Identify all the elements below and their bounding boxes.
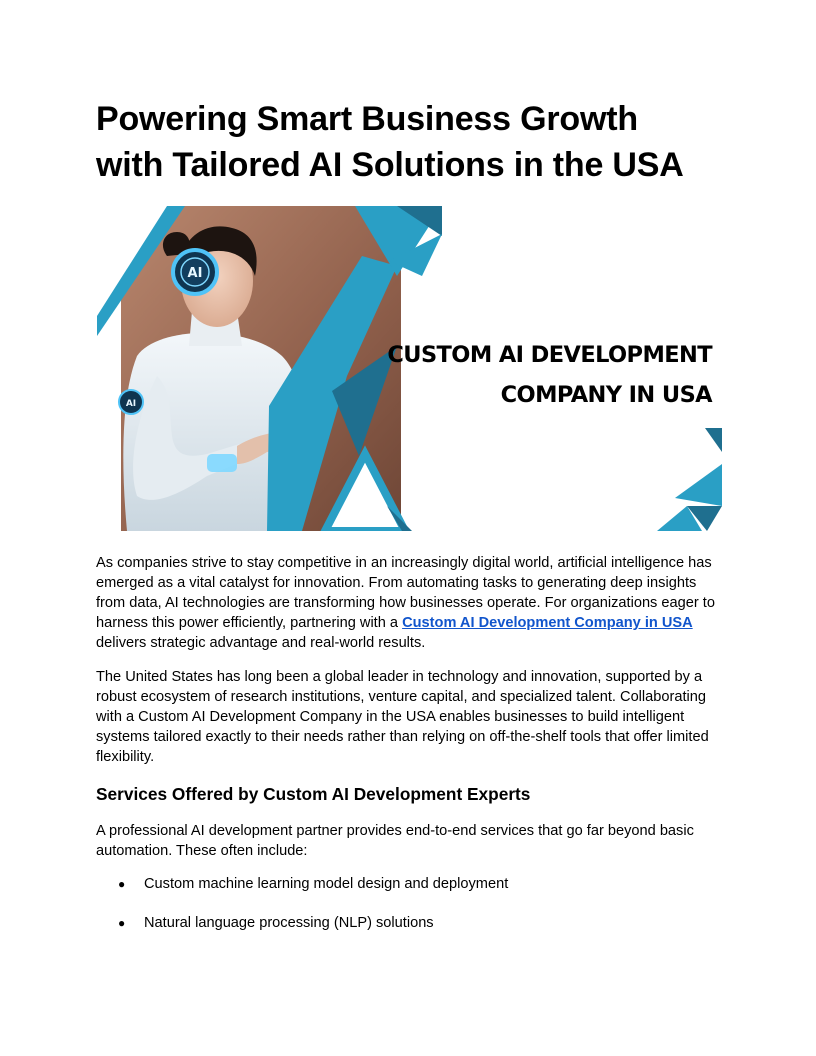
right-blue-triangle (675, 464, 722, 506)
list-item (96, 874, 720, 894)
title-line-2: with Tailored AI Solutions in the USA (96, 146, 684, 184)
hero-heading-line-2: COMPANY IN USA (500, 382, 712, 408)
list-item (96, 913, 720, 933)
services-heading: Services Offered by Custom AI Development Experts (96, 784, 531, 804)
hero-heading-line-1: CUSTOM AI DEVELOPMENT (387, 342, 712, 368)
page-title (96, 96, 720, 188)
hero-banner-image (97, 206, 722, 531)
ai-arm-badge-text: AI (125, 399, 137, 409)
title-line-1: Powering Smart Business Growth (96, 100, 638, 138)
wrist-band (207, 454, 237, 472)
hero-illustration (97, 206, 722, 531)
ai-head-badge-text: AI (187, 266, 203, 281)
bullet-icon: ● (118, 916, 126, 930)
intro-paragraph (96, 553, 726, 653)
intro-text-before-link: As companies strive to stay competitive in an increasingly digital world, artificial intelligence has emerged as a vital catalyst for innovation. From automating tasks to generating deep insights from data, AI technologies are transforming how businesses operate. For organizations eager to harness this power efficiently, partnering with a (96, 555, 715, 631)
intro-text-after-link: delivers strategic advantage and real-world results. (96, 635, 426, 651)
custom-ai-company-link[interactable]: Custom AI Development Company in USA (402, 615, 693, 631)
list-item-text: Custom machine learning model design and deployment (144, 876, 509, 892)
list-item-text: Natural language processing (NLP) solutions (144, 915, 434, 931)
bullet-icon: ● (118, 877, 126, 891)
services-intro-paragraph: A professional AI development partner provides end-to-end services that go far beyond basic automation. These often include: (96, 823, 694, 859)
usa-paragraph: The United States has long been a global leader in technology and innovation, supported by a robust ecosystem of research institutions, venture capital, and specialized talent. Collaborating with a Custom AI Development Company in the USA enables businesses to build intelligent systems tailored exactly to their needs rather than relying on off-the-shelf tools that offer limited flexibility. (96, 669, 709, 765)
right-dark-triangle (705, 428, 722, 452)
services-list (96, 874, 720, 952)
